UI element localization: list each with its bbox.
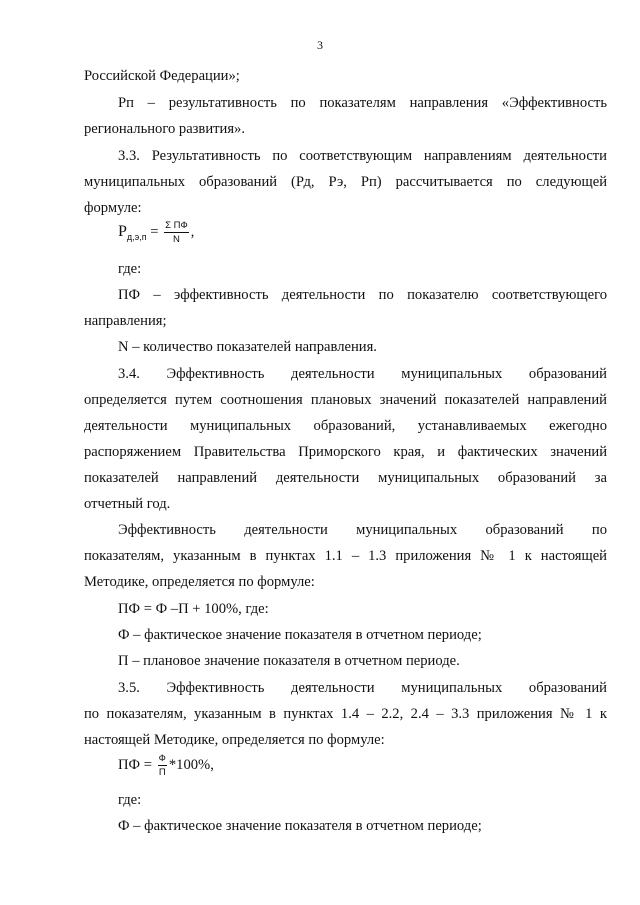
text-line: формуле:	[84, 200, 142, 216]
text-line: отчетный год.	[84, 496, 171, 512]
formula-efficiency	[118, 753, 607, 778]
text-line: деятельности муниципальных образований, устанавливаемых ежегодно	[84, 418, 607, 434]
formula-denominator: N	[173, 234, 180, 245]
text-line: 3.3. Результативность по соответствующим направлениям деятельности	[118, 148, 607, 164]
text-line: N – количество показателей направления.	[118, 339, 377, 355]
text-line: где:	[118, 261, 142, 277]
text-line: показателей направлений деятельности муниципальных образований за	[84, 470, 607, 486]
text-line: показателям, указанным в пунктах 1.1 – 1.3 приложения № 1 к настоящей	[84, 548, 607, 564]
text-line: распоряжением Правительства Приморского края, и фактических значений	[84, 444, 607, 460]
text-line: Российской Федерации»;	[84, 68, 240, 84]
text-line: 3.4. Эффективность деятельности муниципальных образований	[118, 366, 607, 382]
formula-result-rate	[118, 220, 607, 245]
formula-numerator: Σ ПФ	[165, 220, 188, 231]
formula-line: ПФ = Ф –П + 100%, где:	[118, 601, 269, 617]
formula-fraction	[164, 220, 189, 245]
formula-fraction	[158, 753, 167, 778]
text-line: направления;	[84, 313, 167, 329]
text-line: ПФ – эффективность деятельности по показателю соответствующего	[118, 287, 607, 303]
text-line: Ф – фактическое значение показателя в отчетном периоде;	[118, 818, 482, 834]
text-line: определяется путем соотношения плановых значений показателей направлений	[84, 392, 607, 408]
text-line: муниципальных образований (Рд, Рэ, Рп) рассчитывается по следующей	[84, 174, 607, 190]
formula-lhs: ПФ =	[118, 756, 156, 773]
formula-tail: *100%,	[168, 756, 214, 773]
formula-lhs: Р	[118, 222, 127, 240]
text-line: где:	[118, 792, 142, 808]
formula-numerator: Ф	[158, 753, 166, 764]
text-line: 3.5. Эффективность деятельности муниципальных образований	[118, 680, 607, 696]
text-line: П – плановое значение показателя в отчетном периоде.	[118, 653, 460, 669]
formula-lhs-subscript: д,э,п	[126, 231, 147, 242]
text-line: Рп – результативность по показателям направления «Эффективность	[118, 95, 607, 111]
text-line: Методике, определяется по формуле:	[84, 574, 315, 590]
page-number: 3	[317, 38, 323, 52]
text-line: настоящей Методике, определяется по формуле:	[84, 732, 385, 748]
text-line: по показателям, указанным в пунктах 1.4 – 2.2, 2.4 – 3.3 приложения № 1 к	[84, 706, 607, 722]
text-line: Ф – фактическое значение показателя в отчетном периоде;	[118, 627, 482, 643]
formula-denominator: П	[158, 767, 166, 778]
text-line: регионального развития».	[84, 121, 245, 137]
formula-tail: ,	[190, 223, 195, 240]
text-line: Эффективность деятельности муниципальных образований по	[118, 522, 607, 538]
formula-eq: =	[146, 223, 163, 240]
